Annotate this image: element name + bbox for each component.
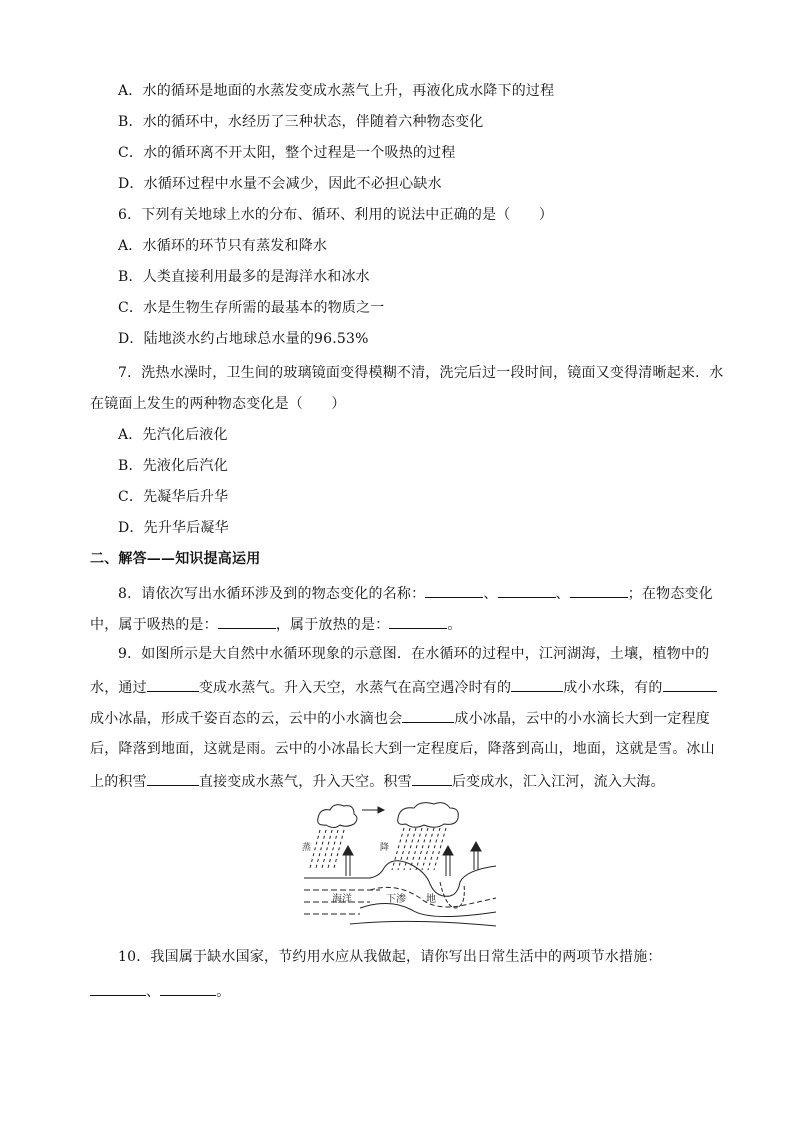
- q7-stem-line2: 在镜面上发生的两种物态变化是（ ）: [90, 396, 346, 412]
- q8-sep-2: 、: [555, 586, 570, 602]
- q9-blank-4[interactable]: [402, 708, 454, 723]
- q5-option-d: D．水循环过程中水量不会减少，因此不必担心缺水: [118, 176, 442, 192]
- q10-blank-1[interactable]: [90, 981, 146, 996]
- q9-line1: 9．如图所示是大自然中水循环现象的示意图．在水循环的过程中，江河湖海，土壤，植物中的: [118, 646, 710, 662]
- q8-blank-3[interactable]: [570, 583, 628, 598]
- cloud-right: [398, 803, 459, 828]
- q9-blank-5[interactable]: [147, 771, 199, 786]
- q6-option-d: D．陆地淡水约占地球总水量的96.53%: [118, 331, 369, 347]
- label-evaporation: 蒸: [302, 843, 312, 853]
- evaporation-arrows: [343, 842, 481, 876]
- q9-text-5a: 上的积雪: [90, 774, 147, 790]
- q10-sep: 、: [146, 984, 161, 1000]
- q7-stem-line1: 7．洗热水澡时，卫生间的玻璃镜面变得模糊不清，洗完后过一段时间，镜面又变得清晰起来．水: [118, 365, 724, 381]
- q8-sep-1: 、: [483, 586, 498, 602]
- rain-left: [310, 830, 344, 868]
- q7-option-a: A．先汽化后液化: [118, 427, 228, 443]
- q7-option-c: C．先凝华后升华: [118, 489, 229, 505]
- q10-blank-2[interactable]: [160, 981, 216, 996]
- q9-line2: [90, 677, 717, 697]
- q9-text-5b: 直接变成水蒸气，升入天空。积雪: [198, 774, 412, 790]
- q9-line5: [90, 771, 665, 791]
- q10-line1: 10．我国属于缺水国家，节约用水应从我做起，请你写出日常生活中的两项节水措施：: [118, 949, 662, 965]
- q9-text-2c: 成小水珠，有的: [563, 680, 663, 696]
- q10-end: 。: [216, 984, 231, 1000]
- q5-option-b: B．水的循环中，水经历了三种状态，伴随着六种物态变化: [118, 114, 484, 130]
- section-heading: 二、解答——知识提高运用: [90, 551, 261, 567]
- q8-blank-5[interactable]: [389, 614, 447, 629]
- q9-line3: [90, 708, 710, 728]
- q9-text-3b: 成小冰晶，云中的小水滴长大到一定程度: [454, 711, 711, 727]
- q8-text-b: ；在物态变化: [627, 586, 713, 602]
- q8-line2: [90, 614, 462, 634]
- q9-blank-3[interactable]: [663, 677, 717, 692]
- q6-option-a: A．水循环的环节只有蒸发和降水: [118, 238, 328, 254]
- land-surface: [304, 861, 496, 896]
- q6-option-b: B．人类直接利用最多的是海洋水和冰水: [118, 269, 370, 285]
- q5-option-c: C．水的循环离不开太阳，整个过程是一个吸热的过程: [118, 145, 456, 161]
- q9-text-5c: 后变成水，汇入江河，流入大海。: [451, 774, 665, 790]
- q6-stem: 6．下列有关地球上水的分布、循环、利用的说法中正确的是（ ）: [118, 207, 554, 223]
- q9-blank-6[interactable]: [412, 771, 452, 786]
- q8-text-d: ，属于放热的是：: [275, 617, 390, 633]
- q9-blank-2[interactable]: [511, 677, 563, 692]
- q8-text-a: 8．请依次写出水循环涉及到的物态变化的名称：: [118, 586, 426, 602]
- q9-text-3a: 成小冰晶，形成千姿百态的云，云中的小水滴也会: [90, 711, 403, 727]
- q9-text-2a: 水，通过: [90, 680, 147, 696]
- label-ocean: 海洋: [332, 894, 352, 905]
- water-cycle-svg: [300, 798, 496, 932]
- rain-right: [392, 828, 446, 870]
- q9-text-2b: 变成水蒸气。升入天空，水蒸气在高空遇冷时有的: [198, 680, 512, 696]
- q8-blank-1[interactable]: [425, 583, 483, 598]
- q8-text-c: 中，属于吸热的是：: [90, 617, 218, 633]
- label-precipitation: 降: [380, 843, 390, 853]
- q8-blank-2[interactable]: [498, 583, 556, 598]
- q7-option-d: D．先升华后凝华: [118, 520, 229, 536]
- cloud-left: [318, 805, 357, 828]
- water-cycle-diagram: [300, 798, 496, 932]
- q6-option-c: C．水是生物生存所需的最基本的物质之一: [118, 300, 385, 316]
- label-infiltration: 下渗: [386, 894, 406, 905]
- q8-line1: [118, 583, 713, 603]
- q9-line4: 后，降落到地面，这就是雨。云中的小冰晶长大到一定程度后，降落到高山，地面，这就是雪。冰山: [90, 741, 715, 757]
- q8-blank-4[interactable]: [218, 614, 276, 629]
- q7-option-b: B．先液化后汽化: [118, 458, 228, 474]
- q8-text-e: 。: [447, 617, 462, 633]
- q10-line2: [90, 981, 230, 1001]
- label-ground: 地: [426, 894, 436, 905]
- q5-option-a: A．水的循环是地面的水蒸发变成水蒸气上升，再液化成水降下的过程: [118, 83, 555, 99]
- q9-blank-1[interactable]: [147, 677, 199, 692]
